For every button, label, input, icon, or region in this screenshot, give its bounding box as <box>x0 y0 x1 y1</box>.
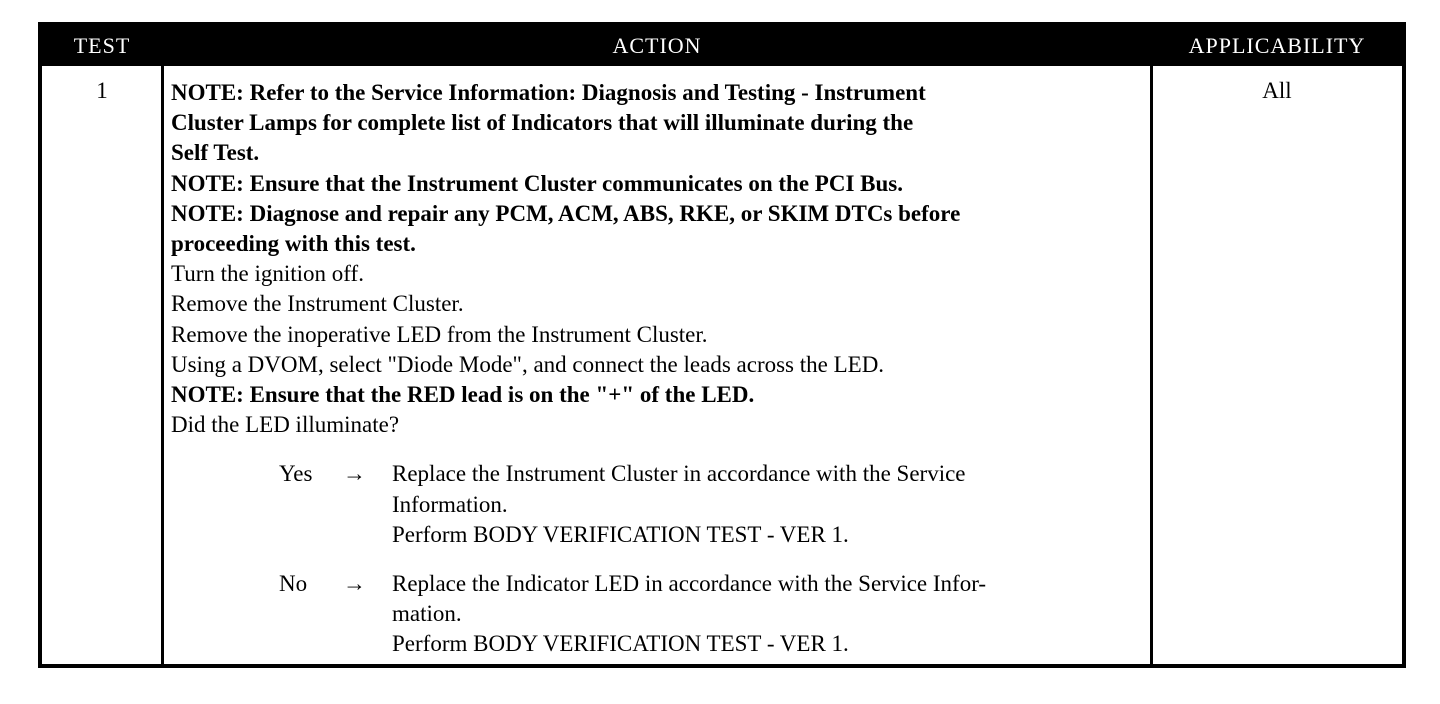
column-divider-test-action <box>161 66 164 668</box>
outcome-line: Replace the Instrument Cluster in accordance with the Service <box>392 461 966 487</box>
action-line: NOTE: Refer to the Service Information: Diagnosis and Testing - Instrument <box>171 80 926 105</box>
action-line: Remove the Instrument Cluster. <box>171 291 464 317</box>
action-line: NOTE: Ensure that the RED lead is on the "+" of the LED. <box>171 382 755 408</box>
header-action: ACTION <box>612 33 702 58</box>
action-line: proceeding with this test. <box>171 231 416 257</box>
outcome-line: Perform BODY VERIFICATION TEST - VER 1. <box>392 521 849 547</box>
column-divider-action-applicability <box>1150 66 1153 668</box>
outcome-list <box>171 459 1146 659</box>
action-line: NOTE: Ensure that the Instrument Cluster communicates on the PCI Bus. <box>171 170 903 196</box>
right-arrow-icon: → <box>343 571 366 597</box>
action-line: Using a DVOM, select "Diode Mode", and connect the leads across the LED. <box>171 351 885 377</box>
action-cell <box>171 78 1146 679</box>
outcome-line: mation. <box>392 601 462 627</box>
outcome-label: No <box>279 571 308 597</box>
right-arrow-icon: → <box>343 461 366 487</box>
table-header-row <box>42 26 1402 66</box>
action-line: Remove the inoperative LED from the Instrument Cluster. <box>171 321 708 347</box>
outcome-line: Perform BODY VERIFICATION TEST - VER 1. <box>392 631 849 657</box>
applicability-value: All <box>1262 78 1292 103</box>
outcome-line: Replace the Indicator LED in accordance with the Service Infor- <box>392 571 987 597</box>
outcome-text <box>392 569 1146 660</box>
outcome-line: Information. <box>392 491 508 517</box>
outcome-yes <box>171 459 1146 550</box>
action-line: Did the LED illuminate? <box>171 412 400 438</box>
test-number: 1 <box>96 78 108 103</box>
diagnostic-test-table <box>38 22 1406 668</box>
header-test: TEST <box>73 33 131 58</box>
outcome-label: Yes <box>279 461 313 487</box>
action-line: Self Test. <box>171 140 260 166</box>
action-line: Cluster Lamps for complete list of Indicators that will illuminate during the <box>171 110 914 136</box>
action-line: Turn the ignition off. <box>171 261 364 287</box>
header-applicability: APPLICABILITY <box>1188 33 1366 58</box>
outcome-text <box>392 459 1146 550</box>
outcome-no <box>171 569 1146 660</box>
action-line: NOTE: Diagnose and repair any PCM, ACM, ABS, RKE, or SKIM DTCs before <box>171 200 961 226</box>
